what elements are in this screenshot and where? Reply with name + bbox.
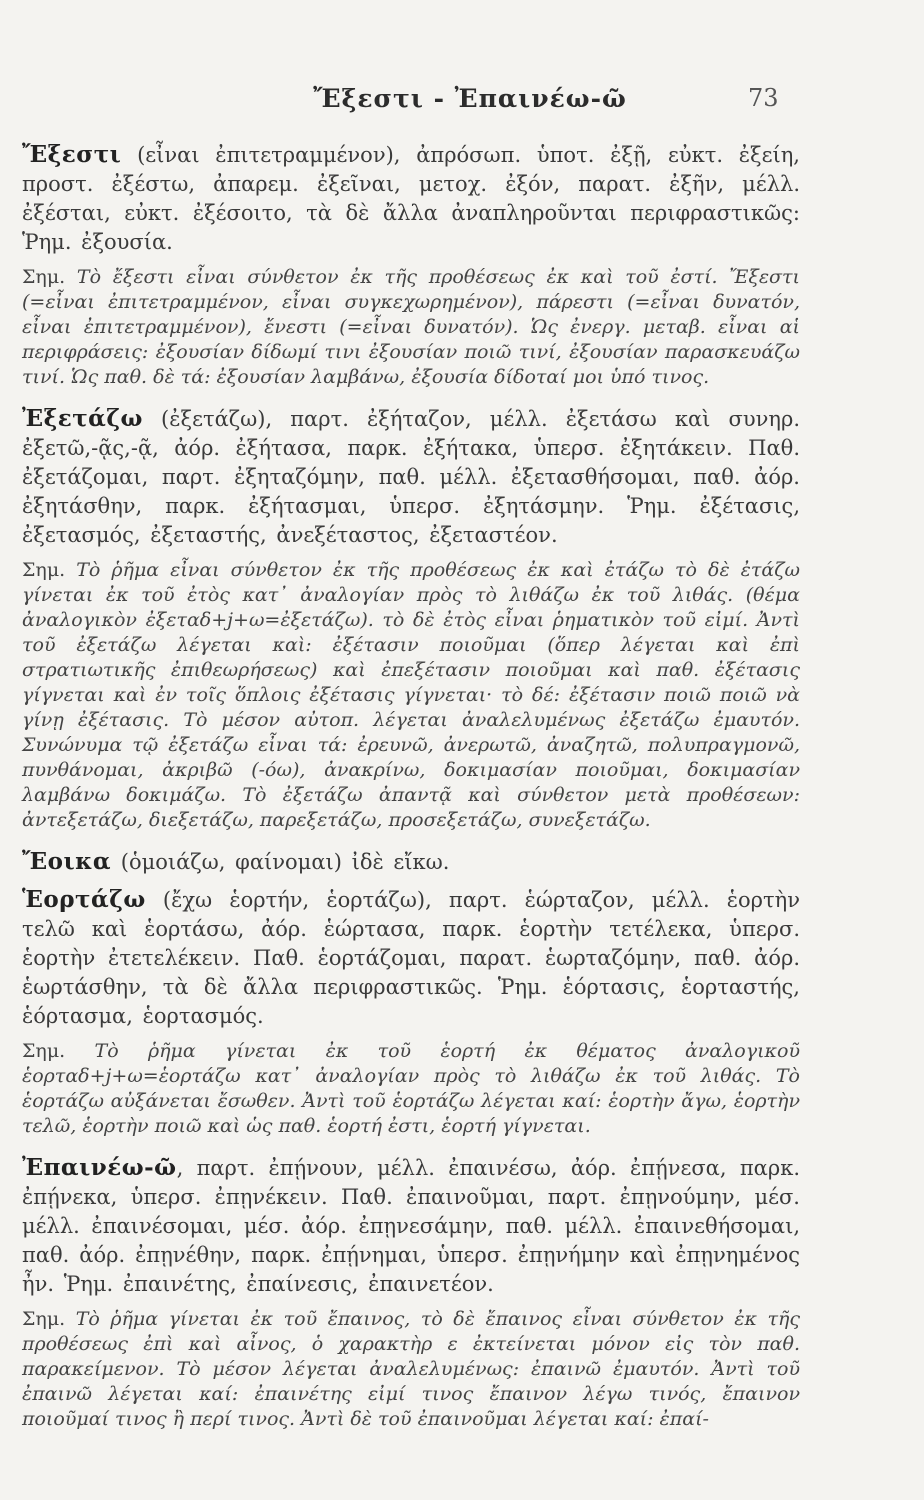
entry-eoika [22,847,800,877]
note-exetazo [22,558,800,833]
note-label: Σημ. [22,266,66,288]
note-heortazo [22,1039,800,1139]
entry-body: (εἶναι ἐπιτετραμμένον), ἀπρόσωπ. ὑποτ. ἐξῇ, εὐκτ. ἐξείη, προστ. ἐξέστω, ἀπαρεμ. ἐξεῖναι, μετοχ. ἐξόν, παρατ. ἐξῆν, μέλλ. ἐξέσται, εὐκτ. ἐξέσοιτο, τὰ δὲ ἄλλα ἀναπληροῦνται περιφραστικῶς: Ῥημ. ἐξουσία. [22,143,800,254]
headword: Ἐπαινέω-ῶ [22,1154,177,1181]
entry-body: (ἐξετάζω), παρτ. ἐξήταζον, μέλλ. ἐξετάσω καὶ συνηρ. ἐξετῶ,-ᾷς,-ᾷ, ἀόρ. ἐξήτασα, παρκ. ἐξήτακα, ὑπερσ. ἐξητάκειν. Παθ. ἐξετάζομαι, παρτ. ἐξηταζόμην, παθ. μέλλ. ἐξετασθήσομαι, παθ. ἀόρ. ἐξητάσθην, παρκ. ἐξήτασμαι, ὑπερσ. ἐξητάσμην. Ῥημ. ἐξέτασις, ἐξετασμός, ἐξεταστής, ἀνεξέταστος, ἐξεταστέον. [22,407,800,547]
headword: Ἐξετάζω [22,405,143,432]
entry-exesti [22,140,800,257]
page-number: 73 [748,84,779,112]
note-text: Τὸ ῥῆμα γίνεται ἐκ τοῦ ἔπαινος, τὸ δὲ ἔπαινος εἶναι σύνθετον ἐκ τῆς προθέσεως ἐπὶ καὶ αἶνος, ὁ χαρακτὴρ ε ἐκτείνεται μόνον εἰς τὸν παθ. παρακείμενον. Τὸ μέσον λέγεται ἀναλελυμένως: ἐπαινῶ ἐμαυτόν. Ἀντὶ τοῦ ἐπαινῶ λέγεται καί: ἐπαινέτης εἰμί τινος ἔπαινον λέγω τινός, ἔπαινον ποιοῦμαί τινος ἢ περί τινος. Ἀντὶ δὲ τοῦ ἐπαινοῦμαι λέγεται καί: ἐπαί- [22,1308,800,1430]
headword: Ἔοικα [22,848,112,875]
headword: Ἔξεστι [22,141,122,168]
entry-heortazo [22,885,800,1031]
entry-exetazo [22,404,800,550]
entry-body: (ὁμοιάζω, φαίνομαι) ἰδὲ εἴκω. [120,850,450,874]
entry-epaineo [22,1153,800,1299]
note-text: Τὸ ἔξεστι εἶναι σύνθετον ἐκ τῆς προθέσεως ἐκ καὶ τοῦ ἐστί. Ἔξεστι (=εἶναι ἐπιτετραμμένον, εἶναι συγκεχωρημένον), πάρεστι (=εἶναι δυνατόν, εἶναι ἐπιτετραμμένον), ἔνεστι (=εἶναι δυνατόν). Ὡς ἐνεργ. μεταβ. εἶναι αἱ περιφράσεις: ἐξουσίαν δίδωμί τινι ἐξουσίαν ποιῶ τινί, ἐξουσίαν παρασκευάζω τινί. Ὡς παθ. δὲ τά: ἐξουσίαν λαμβάνω, ἐξουσία δίδοταί μοι ὑπό τινος. [22,266,800,388]
note-epaineo [22,1307,800,1432]
running-head [0,84,924,124]
entry-body: (ἔχω ἑορτήν, ἑορτάζω), παρτ. ἑώρταζον, μέλλ. ἑορτὴν τελῶ καὶ ἑορτάσω, ἀόρ. ἑώρτασα, παρκ. ἑορτὴν τετέλεκα, ὑπερσ. ἑορτὴν ἐτετελέκειν. Παθ. ἑορτάζομαι, παρατ. ἑωρταζόμην, παθ. ἀόρ. ἑωρτάσθην, τὰ δὲ ἄλλα περιφραστικῶς. Ῥημ. ἑόρτασις, ἑορταστής, ἑόρτασμα, ἑορτασμός. [22,888,800,1028]
headword: Ἑορτάζω [22,886,146,913]
note-label: Σημ. [22,1040,66,1062]
note-text: Τὸ ῥῆμα εἶναι σύνθετον ἐκ τῆς προθέσεως ἐκ καὶ ἐτάζω τὸ δὲ ἐτάζω γίνεται ἐκ τοῦ ἐτὸς κατ᾽ ἀναλογίαν πρὸς τὸ λιθάζω ἐκ τοῦ λιθάς. (θέμα ἀναλογικὸν ἐξεταδ+j+ω=ἐξετάζω). τὸ δὲ ἐτὸς εἶναι ῥηματικὸν τοῦ εἰμί. Ἀντὶ τοῦ ἐξετάζω λέγεται καὶ: ἐξέτασιν ποιοῦμαι (ὅπερ λέγεται καὶ ἐπὶ στρατιωτικῆς ἐπιθεωρήσεως) καὶ ἐπεξέτασιν ποιοῦμαι καὶ παθ. ἐξέτασις γίγνεται καὶ ἐν τοῖς ὅπλοις ἐξέτασις γίγνεται· τὸ δέ: ἐξέτασιν ποιῶ ποιῶ νὰ γίνῃ ἐξέτασις. Τὸ μέσον αὐτοπ. λέγεται ἀναλελυμένως ἐξετάζω ἐμαυτόν. Συνώνυμα τῷ ἐξετάζω εἶναι τά: ἐρευνῶ, ἀνερωτῶ, ἀναζητῶ, πολυπραγμονῶ, πυνθάνομαι, ἀκριβῶ (-όω), ἀνακρίνω, δοκιμασίαν ποιοῦμαι, δοκιμασίαν λαμβάνω δοκιμάζω. Τὸ ἐξετάζω ἀπαντᾷ καὶ σύνθετον μετὰ προθέσεων: ἀντεξετάζω, διεξετάζω, παρεξετάζω, προσεξετάζω, συνεξετάζω. [22,559,800,831]
note-exesti [22,265,800,390]
note-label: Σημ. [22,1308,66,1330]
running-head-title: Ἔξεστι - Ἐπαινέω-ῶ [313,84,627,113]
entry-body: , παρτ. ἐπῄνουν, μέλλ. ἐπαινέσω, ἀόρ. ἐπῄνεσα, παρκ. ἐπῄνεκα, ὑπερσ. ἐπῃνέκειν. Παθ. ἐπαινοῦμαι, παρτ. ἐπῃνούμην, μέσ. μέλλ. ἐπαινέσομαι, μέσ. ἀόρ. ἐπῃνεσάμην, παθ. μέλλ. ἐπαινεθήσομαι, παθ. ἀόρ. ἐπῃνέθην, παρκ. ἐπῄνημαι, ὑπερσ. ἐπῃνήμην καὶ ἐπῃνημένος ἦν. Ῥημ. ἐπαινέτης, ἐπαίνεσις, ἐπαινετέον. [22,1156,800,1296]
note-text: Τὸ ῥῆμα γίνεται ἐκ τοῦ ἑορτή ἐκ θέματος ἀναλογικοῦ ἑορταδ+j+ω=ἑορτάζω κατ᾽ ἀναλογίαν πρὸς τὸ λιθάζω ἐκ τοῦ λιθάς. Τὸ ἑορτάζω αὐξάνεται ἔσωθεν. Ἀντὶ τοῦ ἑορτάζω λέγεται καί: ἑορτὴν ἄγω, ἑορτὴν τελῶ, ἑορτὴν ποιῶ καὶ ὡς παθ. ἑορτή ἐστι, ἑορτή γίγνεται. [22,1040,800,1137]
note-label: Σημ. [22,559,66,581]
page-body [22,140,800,1446]
